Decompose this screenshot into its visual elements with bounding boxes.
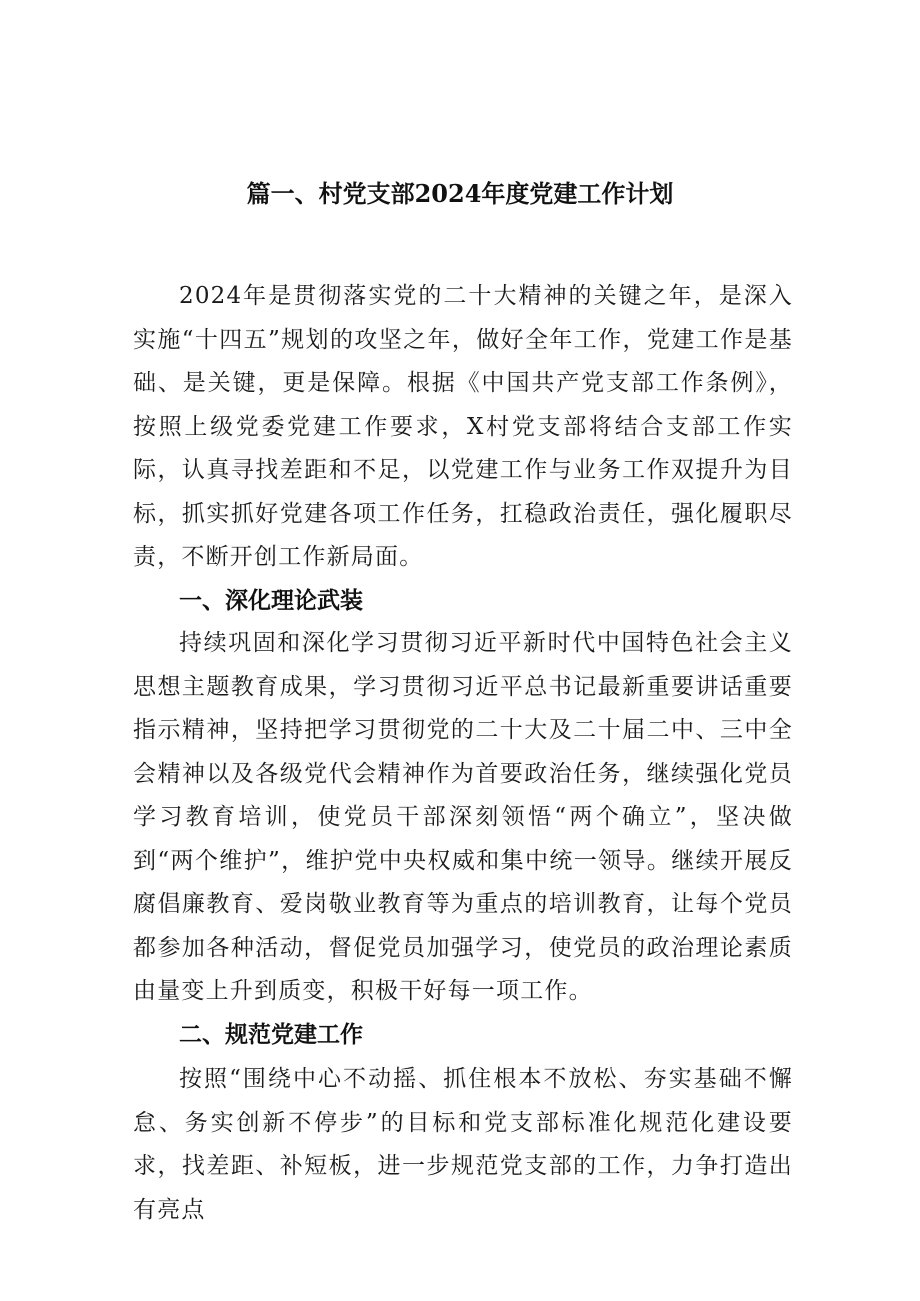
intro-paragraph: 2024年是贯彻落实党的二十大精神的关键之年，是深入实施“十四五”规划的攻坚之年，做好全年工作，党建工作是基础、是关键，更是保障。根据《中国共产党支部工作条例》，按照上级党委党建工作要求，X村党支部将结合支部工作实际，认真寻找差距和不足，以党建工作与业务工作双提升为目标，抓实抓好党建各项工作任务，扛稳政治责任，强化履职尽责，不断开创工作新局面。 <box>133 283 793 570</box>
section-body-theory: 持续巩固和深化学习贯彻习近平新时代中国特色社会主义思想主题教育成果，学习贯彻习近平总书记最新重要讲话重要指示精神，坚持把学习贯彻党的二十大及二十届二中、三中全会精神以及各级党代会精神作为首要政治任务，继续强化党员学习教育培训，使党员干部深刻领悟“两个确立”，坚决做到“两个维护”，维护党中央权威和集中统一领导。继续开展反腐倡廉教育、爱岗敬业教育等为重点的培训教育，让每个党员都参加各种活动，督促党员加强学习，使党员的政治理论素质由量变上升到质变，积极干好每一项工作。 <box>133 630 793 1004</box>
document-title: 篇一、村党支部2024年度党建工作计划 <box>246 179 674 208</box>
section-heading-theory: 一、深化理论武装 <box>179 588 363 614</box>
section-body-standardize: 按照“围绕中心不动摇、抓住根本不放松、夯实基础不懈怠、务实创新不停步”的目标和党支部标准化规范化建设要求，找差距、补短板，进一步规范党支部的工作，力争打造出有亮点 <box>133 1066 793 1223</box>
section-heading-standardize: 二、规范党建工作 <box>179 1022 363 1048</box>
